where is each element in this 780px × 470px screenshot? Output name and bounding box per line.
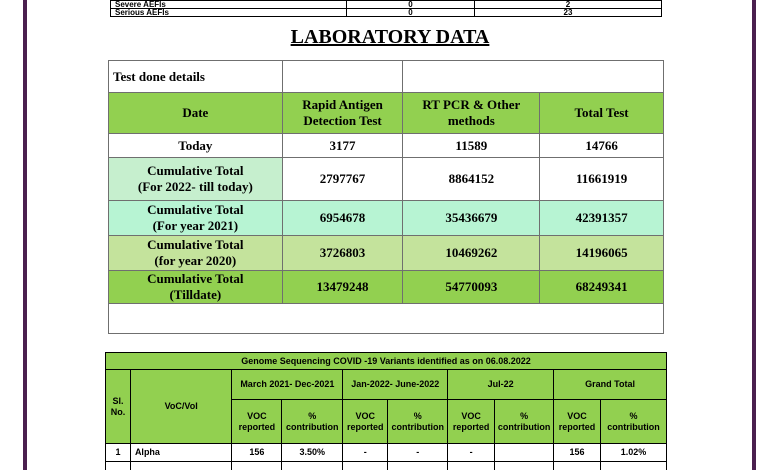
sl-no: 1 (106, 444, 131, 462)
row-label: Cumulative Total (For 2022- till today) (109, 158, 283, 201)
genome-table-title: Genome Sequencing COVID -19 Variants identified as on 06.08.2022 (106, 353, 667, 370)
table-row (109, 134, 664, 158)
laboratory-data-title: LABORATORY DATA (290, 26, 490, 48)
table-row (109, 236, 664, 271)
header-period: Jul-22 (448, 370, 554, 400)
subheader-voc: VOC reported (343, 400, 388, 444)
row-label: Cumulative Total (for year 2020) (109, 236, 283, 271)
total-value: 14196065 (540, 236, 664, 271)
cell: - (343, 444, 388, 462)
table-row (106, 444, 667, 462)
row-label: Cumulative Total (For year 2021) (109, 201, 283, 236)
variant-name: Alpha (130, 444, 231, 462)
cell: 3.50% (282, 444, 343, 462)
header-date: Date (109, 93, 283, 134)
header-total-test: Total Test (540, 93, 664, 134)
rtpcr-value: 8864152 (403, 158, 540, 201)
rapid-value: 3726803 (282, 236, 403, 271)
rapid-value: 6954678 (282, 201, 403, 236)
total-value: 11661919 (540, 158, 664, 201)
subheader-pct: % contribution (601, 400, 667, 444)
row-label: Cumulative Total (Tilldate) (109, 271, 283, 304)
cell: 156 (554, 444, 601, 462)
header-period: Jan-2022- June-2022 (343, 370, 448, 400)
header-rt-pcr: RT PCR & Other methods (403, 93, 540, 134)
rapid-value: 3177 (282, 134, 403, 158)
subheader-pct: % contribution (495, 400, 554, 444)
table-header-row (106, 370, 667, 400)
subheader-voc: VOC reported (232, 400, 282, 444)
rtpcr-value: 10469262 (403, 236, 540, 271)
header-voc-voi: VoC/VoI (130, 370, 231, 444)
subheader-voc: VOC reported (448, 400, 495, 444)
table-row (109, 271, 664, 304)
rtpcr-value: 54770093 (403, 271, 540, 304)
genome-sequencing-table (105, 352, 667, 470)
rtpcr-value: 11589 (403, 134, 540, 158)
aefi-table (110, 0, 662, 17)
table-row (109, 304, 664, 334)
total-value: 68249341 (540, 271, 664, 304)
cell: 156 (232, 444, 282, 462)
table-row (109, 158, 664, 201)
page-border-right (752, 0, 756, 470)
table-row (106, 462, 667, 470)
table-row (109, 201, 664, 236)
aefi-value: 2 (475, 1, 662, 9)
rapid-value: 2797767 (282, 158, 403, 201)
aefi-value: 0 (347, 9, 475, 17)
aefi-label: Serious AEFIs (111, 9, 347, 17)
aefi-value: 0 (347, 1, 475, 9)
total-value: 14766 (540, 134, 664, 158)
header-sl-no: Sl. No. (106, 370, 131, 444)
header-period: Grand Total (554, 370, 667, 400)
page-border-left (23, 0, 27, 470)
row-label: Today (109, 134, 283, 158)
cell: - (388, 444, 448, 462)
aefi-value: 23 (475, 9, 662, 17)
header-period: March 2021- Dec-2021 (232, 370, 343, 400)
table-row (109, 61, 664, 93)
subheader-pct: % contribution (282, 400, 343, 444)
rapid-value: 13479248 (282, 271, 403, 304)
table-row (111, 1, 662, 9)
header-rapid-antigen: Rapid Antigen Detection Test (282, 93, 403, 134)
total-value: 42391357 (540, 201, 664, 236)
subheader-voc: VOC reported (554, 400, 601, 444)
cell: 1.02% (601, 444, 667, 462)
table-header-row (109, 93, 664, 134)
rtpcr-value: 35436679 (403, 201, 540, 236)
table-row (111, 9, 662, 17)
laboratory-table (108, 60, 664, 334)
cell (495, 444, 554, 462)
subheader-pct: % contribution (388, 400, 448, 444)
aefi-label: Severe AEFIs (111, 1, 347, 9)
test-done-label: Test done details (109, 61, 283, 93)
cell: - (448, 444, 495, 462)
table-title-row (106, 353, 667, 370)
